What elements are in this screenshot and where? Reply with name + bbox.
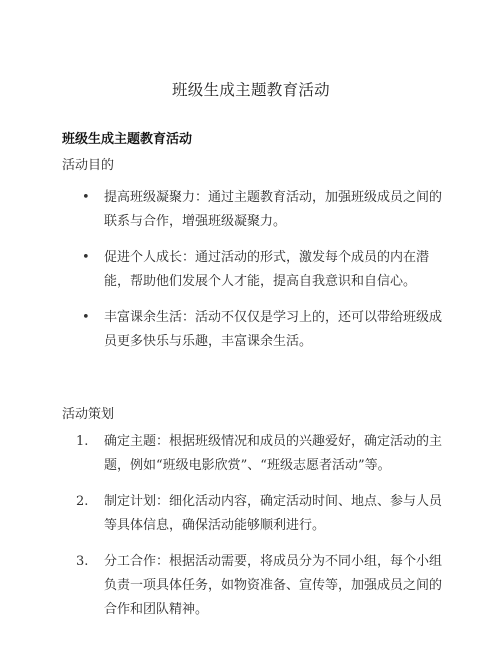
document-title: 班级生成主题教育活动	[171, 81, 330, 99]
list-item	[62, 490, 442, 538]
bullet-marker: •	[82, 190, 90, 205]
list-item-text: 提高班级凝聚力：通过主题教育活动，加强班级成员之间的联系与合作，增强班级凝聚力。	[104, 190, 443, 229]
list-item-text: 确定主题：根据班级情况和成员的兴趣爱好，确定活动的主题，例如“班级电影欣赏”、“班级志愿者活动”等。	[104, 434, 443, 473]
list-item	[62, 246, 442, 294]
list-item	[62, 306, 442, 354]
list-item-text: 丰富课余生活：活动不仅仅是学习上的，还可以带给班级成员更多快乐与乐趣，丰富课余生活。	[104, 310, 443, 349]
bullet-marker: •	[82, 250, 90, 265]
number-marker: 3.	[76, 554, 89, 569]
section-heading: 班级生成主题教育活动	[62, 132, 193, 147]
purpose-list	[62, 186, 442, 366]
plan-list	[62, 430, 442, 634]
list-item-text: 促进个人成长：通过活动的形式，激发每个成员的内在潜能，帮助他们发展个人才能，提高自我意识和自信心。	[104, 250, 430, 289]
list-item-text: 分工合作：根据活动需要，将成员分为不同小组，每个小组负责一项具体任务，如物资准备、宣传等，加强成员之间的合作和团队精神。	[104, 554, 443, 617]
list-item	[62, 550, 442, 622]
list-item-text: 制定计划：细化活动内容，确定活动时间、地点、参与人员等具体信息，确保活动能够顺利进行。	[104, 494, 443, 533]
bullet-marker: •	[82, 310, 90, 325]
purpose-heading: 活动目的	[62, 158, 115, 173]
list-item	[62, 430, 442, 478]
plan-heading: 活动策划	[62, 407, 115, 422]
list-item	[62, 186, 442, 234]
number-marker: 2.	[76, 494, 89, 509]
number-marker: 1.	[76, 434, 89, 449]
